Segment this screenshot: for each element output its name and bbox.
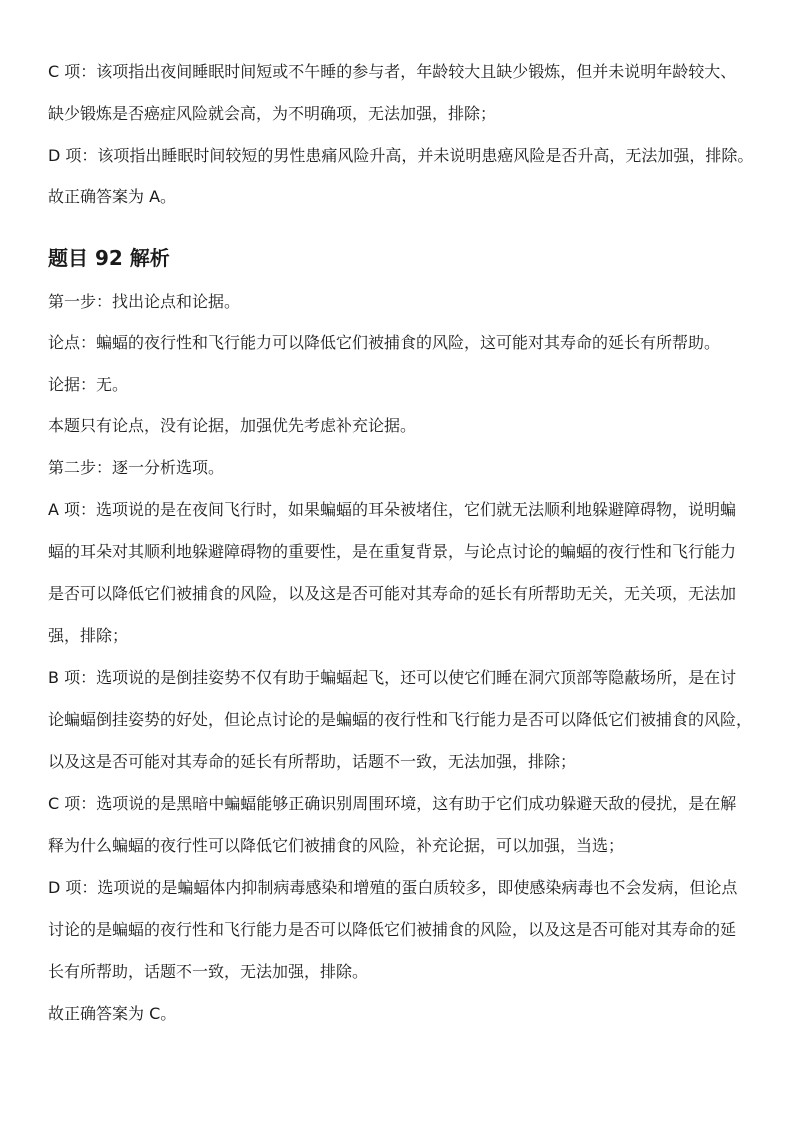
option-a-text-line: 是否可以降低它们被捕食的风险，以及这是否可能对其寿命的延长有所帮助无关，无关项，无法加 [48,584,737,603]
section-heading: 题目 92 解析 [48,246,170,270]
option-d-analysis-line: 长有所帮助，话题不一致，无法加强，排除。 [48,962,369,981]
evidence-text: 论据：无。 [48,375,129,394]
option-c-analysis-line: C 项：选项说的是黑暗中蝙蝠能够正确识别周围环境，这有助于它们成功躲避天敌的侵扰，是在解 [48,794,737,813]
option-d-text: D 项：该项指出睡眠时间较短的男性患痛风险升高，并未说明患癌风险是否升高，无法加强，排除。 [48,146,754,165]
option-a-text-line: 蝠的耳朵对其顺利地躲避障碍物的重要性，是在重复背景，与论点讨论的蝙蝠的夜行性和飞行能力 [48,542,737,561]
argument-text: 论点：蝙蝠的夜行性和飞行能力可以降低它们被捕食的风险，这可能对其寿命的延长有所帮助。 [48,333,721,352]
option-a-text-line: 强，排除； [48,626,129,645]
answer-text: 故正确答案为 A。 [48,187,177,206]
option-c-analysis-line: 释为什么蝙蝠的夜行性可以降低它们被捕食的风险，补充论据，可以加强，当选； [48,836,625,855]
option-b-text-line: B 项：选项说的是倒挂姿势不仅有助于蝙蝠起飞，还可以使它们睡在洞穴顶部等隐蔽场所，是在讨 [48,668,737,687]
step-one-text: 第一步：找出论点和论据。 [48,292,241,311]
option-b-text-line: 论蝙蝠倒挂姿势的好处，但论点讨论的是蝙蝠的夜行性和飞行能力是否可以降低它们被捕食的风险， [48,710,753,729]
note-text: 本题只有论点，没有论据，加强优先考虑补充论据。 [48,416,417,435]
option-b-text-line: 以及这是否可能对其寿命的延长有所帮助，话题不一致，无法加强，排除； [48,752,577,771]
option-c-text-line: C 项：该项指出夜间睡眠时间短或不午睡的参与者，年龄较大且缺少锻炼，但并未说明年龄较大、 [48,62,737,81]
option-d-analysis-line: 讨论的是蝙蝠的夜行性和飞行能力是否可以降低它们被捕食的风险，以及这是否可能对其寿命的延 [48,920,737,939]
final-answer-text: 故正确答案为 C。 [48,1004,177,1023]
option-d-analysis-line: D 项：选项说的是蝙蝠体内抑制病毒感染和增殖的蛋白质较多，即使感染病毒也不会发病，但论点 [48,878,738,897]
option-a-text-line: A 项：选项说的是在夜间飞行时，如果蝙蝠的耳朵被堵住，它们就无法顺利地躲避障碍物，说明蝙 [48,500,737,519]
step-two-text: 第二步：逐一分析选项。 [48,458,225,477]
option-c-text-line: 缺少锻炼是否癌症风险就会高，为不明确项，无法加强，排除； [48,104,497,123]
